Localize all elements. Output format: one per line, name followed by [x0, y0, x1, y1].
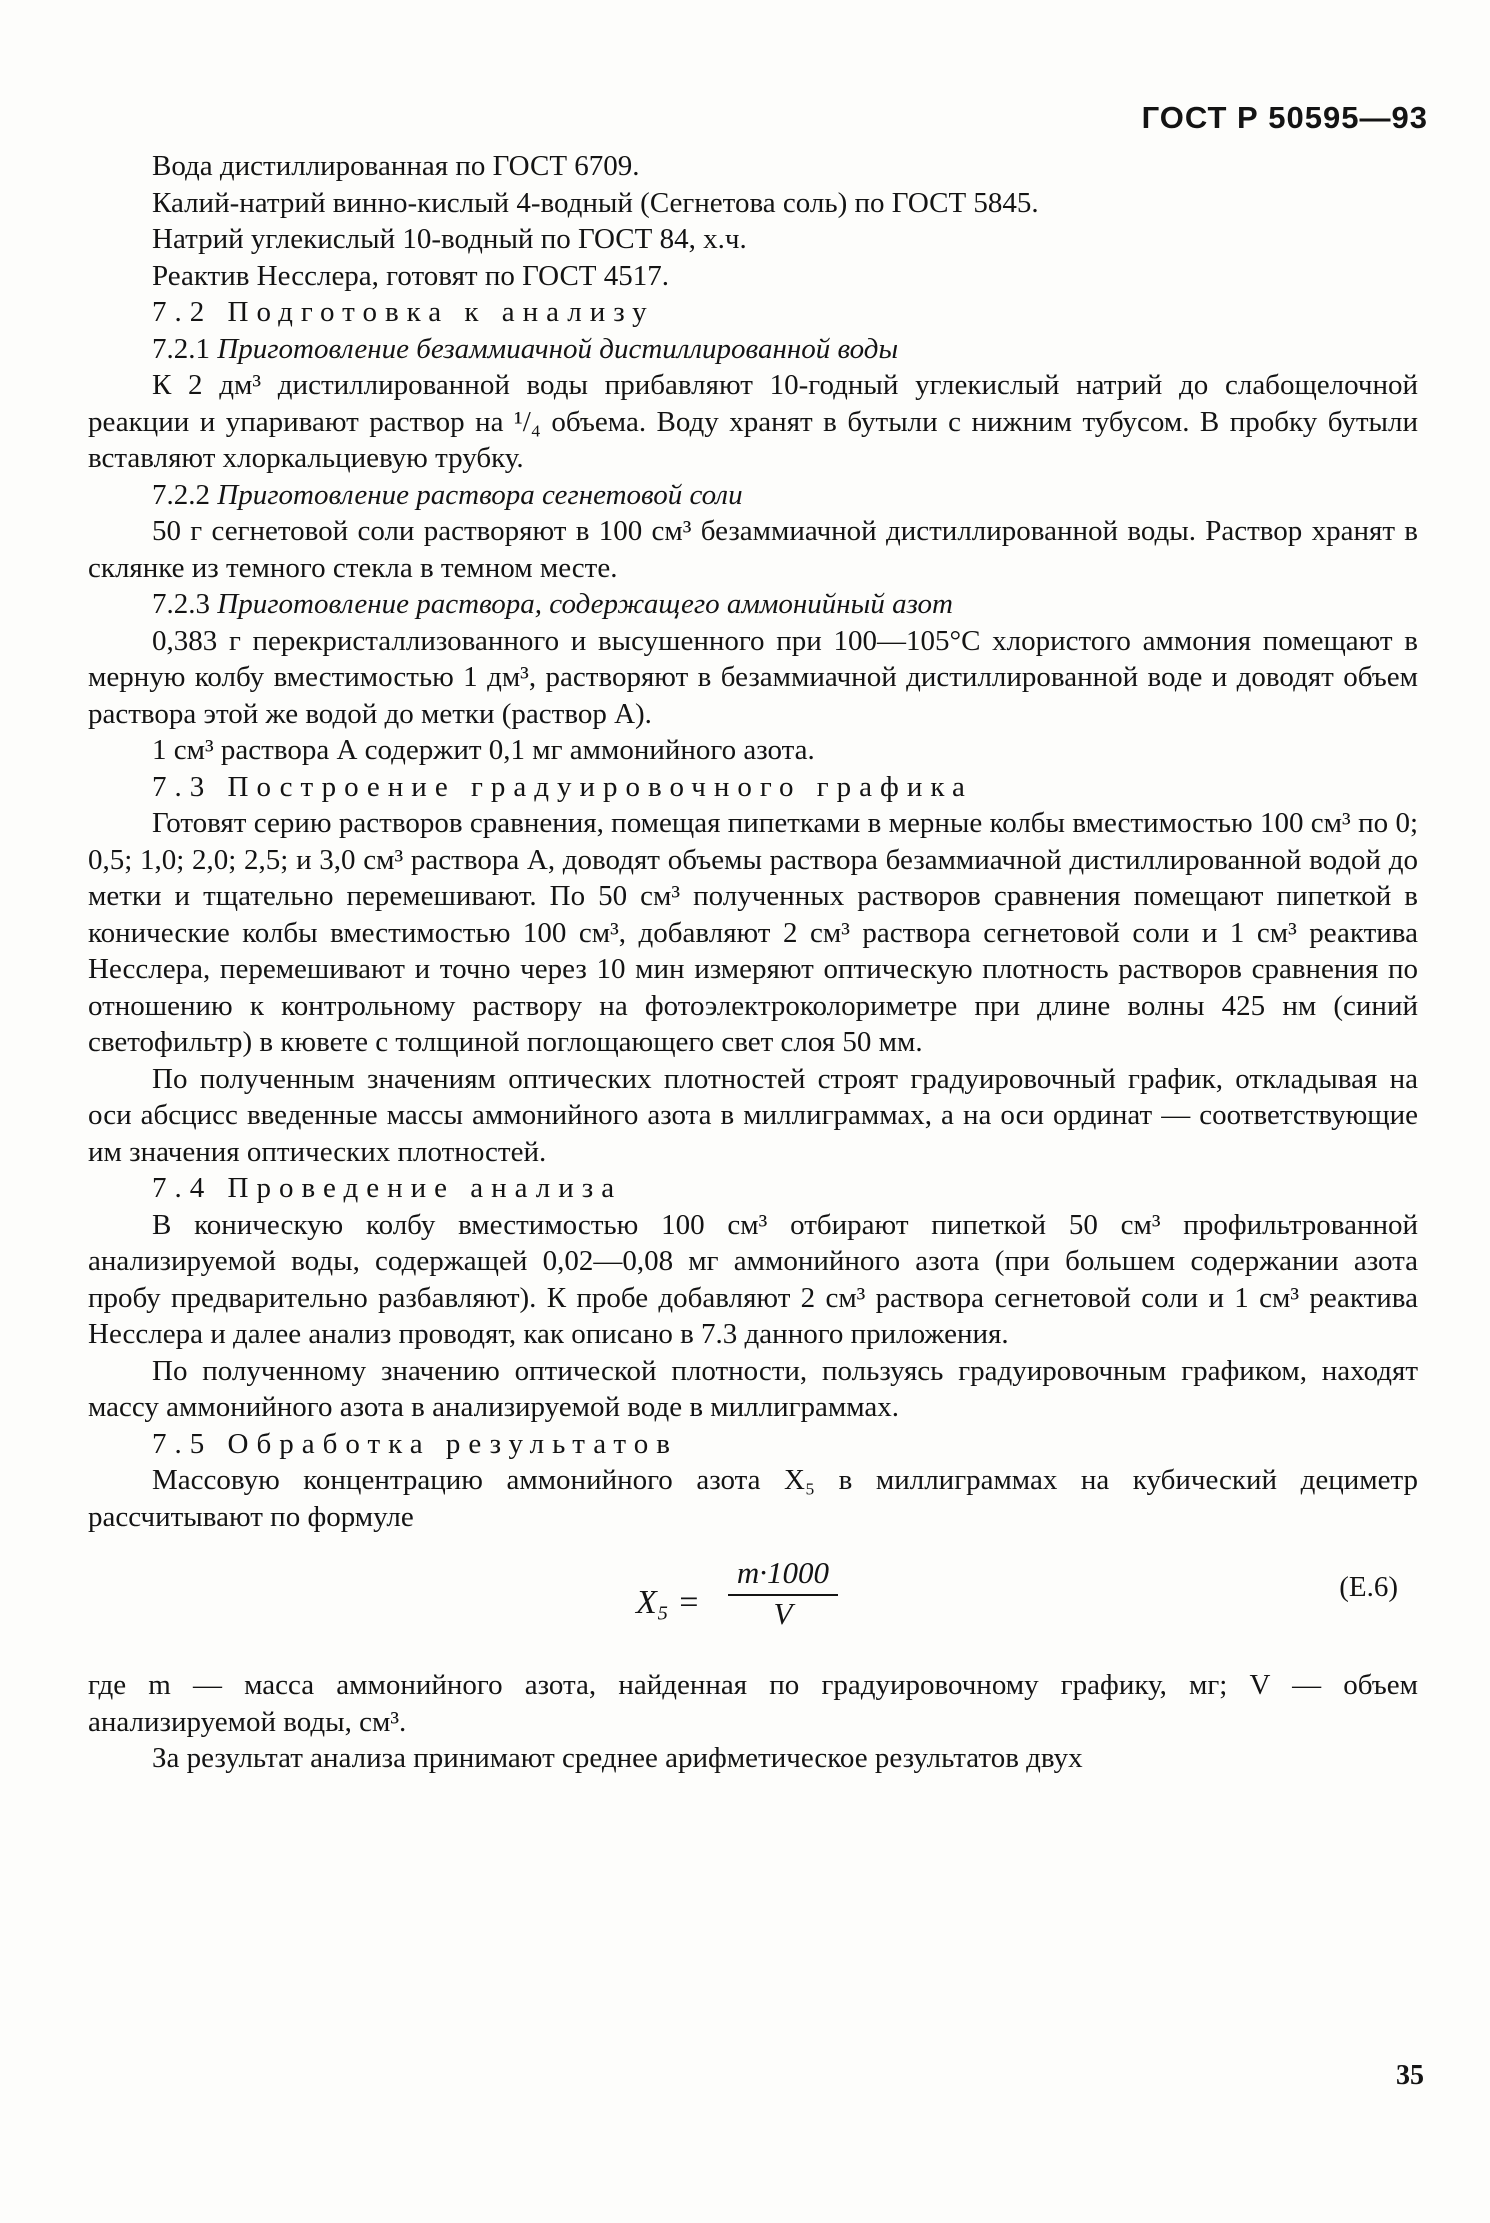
section-heading: 7.2 Подготовка к анализу	[152, 296, 655, 328]
paragraphs-paragraph: 1 см³ раствора А содержит 0,1 мг аммонийного азота.	[152, 734, 815, 766]
paragraphs-paragraph: В коническую колбу вместимостью 100 см³ отбирают пипеткой 50 см³ профильтрованной анализируемой воды, содержащей 0,02—0,08 мг аммонийного азота (при большем содержании азота пробу предварительно разбавляют). К пробе добавляют 2 см³ раствора сегнетовой соли и 1 см³ реактива Несслера и далее анализ проводят, как описано в 7.3 данного приложения.	[88, 1208, 1418, 1350]
section-heading: 7.3 Построение градуировочного графика	[152, 770, 973, 803]
after_formula-paragraph: где m — масса аммонийного азота, найденная по градуировочному графику, мг; V — объем анализируемой воды, см³.	[88, 1669, 1418, 1738]
after_formula-paragraph: За результат анализа принимают среднее арифметическое результатов двух	[152, 1742, 1083, 1774]
paragraphs-paragraph: Натрий углекислый 10-водный по ГОСТ 84, х.ч.	[152, 223, 747, 255]
paragraphs-paragraph	[88, 331, 1418, 368]
section-heading: 7.5 Обработка результатов	[152, 1427, 678, 1460]
formula-numerator: m·1000	[728, 1555, 838, 1596]
formula-fraction	[728, 1555, 838, 1632]
subsection-title: Приготовление раствора сегнетовой соли	[217, 478, 743, 511]
paragraphs-paragraph: Реактив Несслера, готовят по ГОСТ 4517.	[152, 259, 670, 292]
paragraphs-paragraph: 0,383 г перекристаллизованного и высушенного при 100—105°С хлористого аммония помещают в мерную колбу вместимостью 1 дм³, растворяют в безаммиачной дистиллированной воде и доводят объем раствора этой же водой до метки (раствор А).	[88, 624, 1418, 730]
paragraphs-paragraph: Готовят серию растворов сравнения, помещая пипетками в мерные колбы вместимостью 100 см³ по 0; 0,5; 1,0; 2,0; 2,5; и 3,0 см³ раствора А, доводят объемы раствора безаммиачной дистиллированной водой до метки и тщательно перемешивают. По 50 см³ полученных растворов сравнения помещают пипеткой в конические колбы вместимостью 100 см³, добавляют 2 см³ раствора сегнетовой соли и 1 см³ реактива Несслера, перемешивают и точно через 10 мин измеряют оптическую плотность растворов сравнения по отношению к контрольному раствору на фотоэлектроколориметре при длине волны 425 нм (синий светофильтр) в кювете с толщиной поглощающего свет слоя 50 мм.	[88, 807, 1418, 1058]
subsection-title: Приготовление раствора, содержащего аммонийный азот	[217, 588, 953, 620]
paragraphs-paragraph: 50 г сегнетовой соли растворяют в 100 см³ безаммиачной дистиллированной воды. Раствор хранят в склянке из темного стекла в темном месте.	[88, 515, 1418, 584]
paragraph-block	[88, 148, 1418, 1535]
formula-denominator: V	[773, 1595, 793, 1631]
after-formula-block	[88, 1667, 1418, 1777]
paragraphs-paragraph	[88, 477, 1418, 514]
paragraphs-paragraph	[88, 586, 1418, 623]
formula-number: (Е.6)	[1339, 1571, 1398, 1603]
paragraphs-paragraph: К 2 дм³ дистиллированной воды прибавляют 10-годный углекислый натрий до слабощелочной реакции и упаривают раствор на ¹/₄ объема. Воду хранят в бутыли с нижним тубусом. В пробку бутыли вставляют хлоркальциевую трубку.	[88, 369, 1418, 474]
subsection-title: Приготовление безаммиачной дистиллированной воды	[217, 332, 899, 365]
section-heading: 7.4 Проведение анализа	[152, 1172, 623, 1204]
page-number: 35	[1396, 2060, 1424, 2091]
subsection-number: 7.2.2	[152, 478, 210, 511]
paragraphs-paragraph: Калий-натрий винно-кислый 4-водный (Сегнетова соль) по ГОСТ 5845.	[152, 186, 1039, 219]
paragraphs-paragraph: По полученным значениям оптических плотностей строят градуировочный график, откладывая на оси абсцисс введенные массы аммонийного азота в миллиграммах, а на оси ординат — соответствующие им значения оптических плотностей.	[88, 1062, 1418, 1168]
formula-e6	[88, 1547, 1418, 1667]
subsection-number: 7.2.1	[152, 332, 210, 365]
standard-header: ГОСТ Р 50595—93	[1141, 100, 1428, 135]
subsection-number: 7.2.3	[152, 588, 210, 620]
paragraphs-paragraph: Вода дистиллированная по ГОСТ 6709.	[152, 150, 640, 182]
document-body	[88, 148, 1418, 1777]
formula-lhs: X₅ =	[636, 1584, 701, 1621]
paragraphs-paragraph: Массовую концентрацию аммонийного азота X₅ в миллиграммах на кубический дециметр рассчитывают по формуле	[88, 1464, 1418, 1533]
paragraphs-paragraph: По полученному значению оптической плотности, пользуясь градуировочным графиком, находят массу аммонийного азота в анализируемой воде в миллиграммах.	[88, 1354, 1418, 1423]
